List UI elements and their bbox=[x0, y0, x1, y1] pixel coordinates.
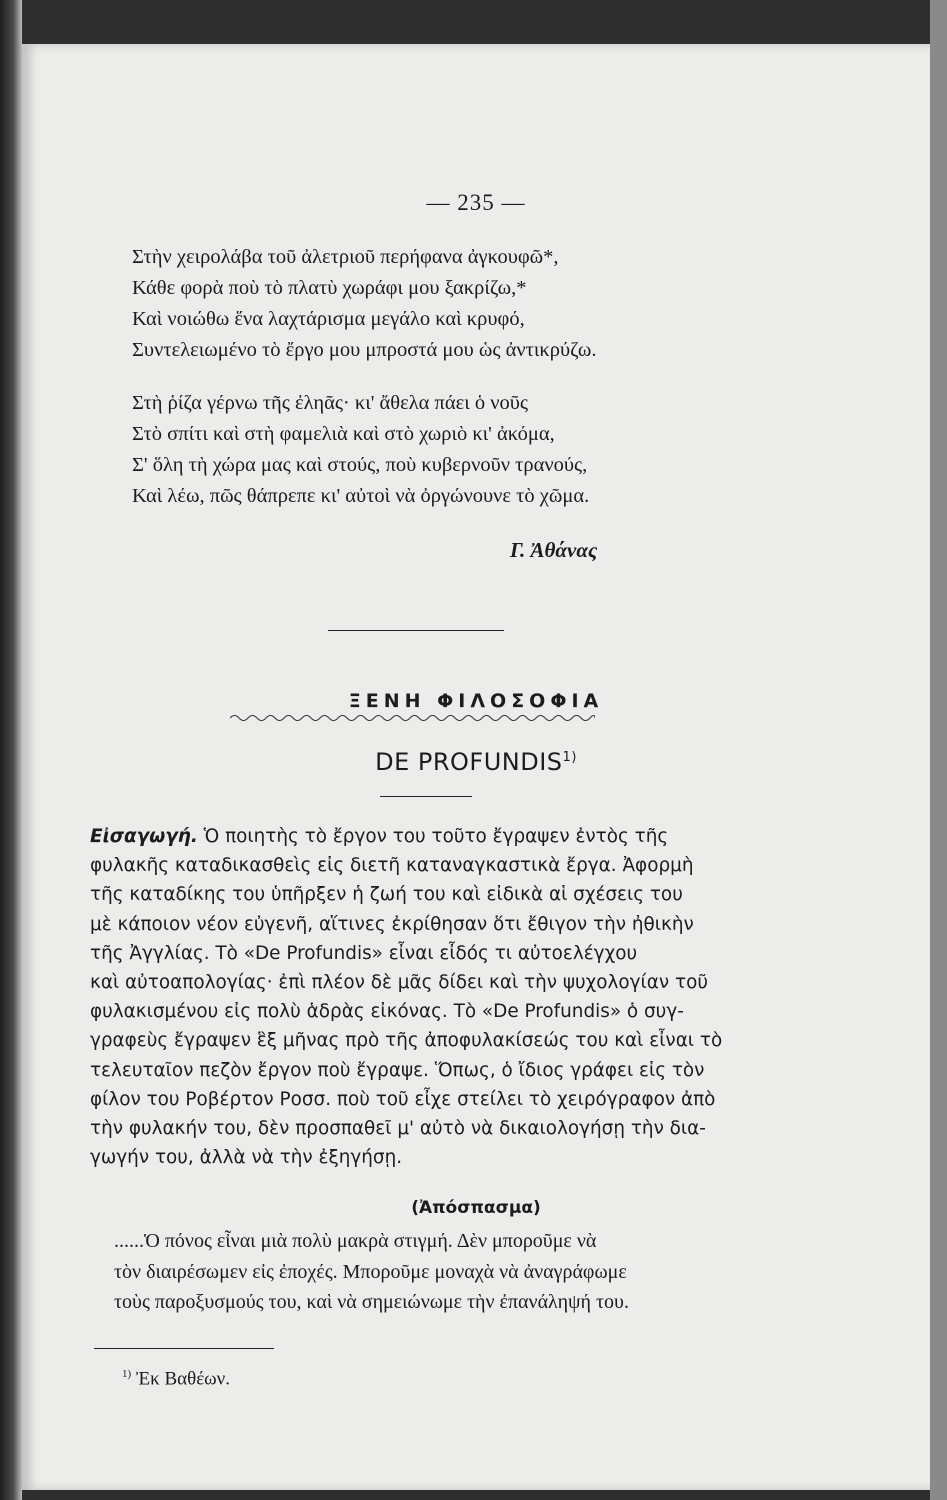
extract-line: τοὺς παροξυσμούς του, καὶ νὰ σημειώνωμε τὴν ἐπανάληψή του. bbox=[114, 1291, 629, 1313]
section-divider bbox=[328, 630, 504, 631]
binding-edge bbox=[0, 0, 22, 1500]
intro-line bbox=[90, 822, 762, 851]
title-footnote-mark: 1) bbox=[562, 750, 577, 765]
verse-line: Στὴν χειρολάβα τοῦ ἀλετριοῦ περήφανα ἀγκουφῶ*, bbox=[132, 246, 559, 268]
intro-label: Εἰσαγωγή. bbox=[90, 826, 198, 847]
intro-line: φυλακισμένου εἰς πολὺ ἁδρὰς εἰκόνας. Τὸ «De Profundis» ὁ συγ- bbox=[90, 1001, 684, 1023]
stanza bbox=[132, 242, 772, 366]
title-divider bbox=[380, 796, 472, 797]
verse-line: Κάθε φορὰ ποὺ τὸ πλατὺ χωράφι μου ξακρίζω,* bbox=[132, 277, 527, 299]
verse-line: Σ' ὅλη τὴ χώρα μας καὶ στούς, ποὺ κυβερνοῦν τρανούς, bbox=[132, 454, 588, 476]
footnote bbox=[122, 1368, 522, 1390]
verse-line: Στὴ ῥίζα γέρνω τῆς ἐληᾶς· κι' ἄθελα πάει ὁ νοῦς bbox=[132, 392, 529, 414]
wavy-underline bbox=[230, 712, 595, 724]
intro-line: τῆς Ἀγγλίας. Τὸ «De Profundis» εἶναι εἶδός τι αὐτοελέγχου bbox=[90, 942, 638, 964]
article-title-text: DE PROFUNDIS bbox=[375, 748, 563, 776]
extract-paragraph bbox=[114, 1226, 764, 1318]
intro-line: φυλακῆς καταδικασθεὶς εἰς διετῆ καταναγκαστικὰ ἔργα. Ἀφορμὴ bbox=[90, 855, 694, 877]
intro-line: γωγήν του, ἀλλὰ νὰ τὴν ἐξηγήσῃ. bbox=[90, 1147, 403, 1169]
footnote-text: Ἐκ Βαθέων. bbox=[135, 1368, 231, 1390]
stanza bbox=[132, 388, 772, 512]
footnote-mark: 1) bbox=[122, 1368, 132, 1380]
section-heading: ΞΕΝΗ ΦΙΛΟΣΟΦΙΑ bbox=[348, 690, 604, 712]
article-title bbox=[22, 748, 930, 776]
intro-first-line: Ὁ ποιητὴς τὸ ἔργον του τοῦτο ἔγραψεν ἐντὸς τῆς bbox=[197, 826, 669, 847]
introduction-paragraph bbox=[90, 822, 762, 1172]
intro-line: φίλον του Ροβέρτον Ροσσ. ποὺ τοῦ εἶχε στείλει τὸ χειρόγραφον ἀπὸ bbox=[90, 1088, 716, 1110]
page bbox=[22, 44, 930, 1490]
verse-line: Καὶ νοιώθω ἕνα λαχτάρισμα μεγάλο καὶ κρυφό, bbox=[132, 308, 525, 330]
footnote-divider bbox=[94, 1348, 274, 1349]
intro-line: καὶ αὐτοαπολογίας· ἐπὶ πλέον δὲ μᾶς δίδει καὶ τὴν ψυχολογίαν τοῦ bbox=[90, 972, 708, 994]
intro-line: τελευταῖον πεζὸν ἔργον ποὺ ἔγραψε. Ὅπως, ὁ ἴδιος γράφει εἰς τὸν bbox=[90, 1059, 705, 1081]
scan-border bbox=[930, 0, 947, 1500]
verse-line: Καὶ λέω, πῶς θάπρεπε κι' αὐτοὶ νὰ ὀργώνουνε τὸ χῶμα. bbox=[132, 485, 590, 507]
intro-line: μὲ κάποιον νέον εὐγενῆ, αἵτινες ἐκρίθησαν ὅτι ἔθιγον τὴν ἠθικὴν bbox=[90, 913, 694, 935]
intro-line: γραφεὺς ἔγραψεν ἓξ μῆνας πρὸ τῆς ἀποφυλακίσεώς του καὶ εἶναι τὸ bbox=[90, 1030, 723, 1052]
intro-line: τὴν φυλακήν του, δὲν προσπαθεῖ μ' αὐτὸ νὰ δικαιολογήσῃ τὴν δια- bbox=[90, 1118, 706, 1140]
extract-line: τὸν διαιρέσωμεν εἰς ἐποχές. Μποροῦμε μοναχὰ νὰ ἀναγράφωμε bbox=[114, 1260, 627, 1283]
page-number: — 235 — bbox=[426, 190, 526, 215]
extract-label: (Ἀπόσπασμα) bbox=[411, 1198, 541, 1218]
verse-line: Στὸ σπίτι καὶ στὴ φαμελιὰ καὶ στὸ χωριὸ κι' ἀκόμα, bbox=[132, 423, 555, 445]
verse-line: Συντελειωμένο τὸ ἔργο μου μπροστά μου ὡς ἀντικρύζω. bbox=[132, 339, 597, 361]
poem-signature: Γ. Ἀθάνας bbox=[510, 538, 598, 562]
poem bbox=[132, 242, 772, 534]
intro-line: τῆς καταδίκης του ὑπῆρξεν ἡ ζωή του καὶ εἰδικὰ αἱ σχέσεις του bbox=[90, 884, 683, 906]
extract-line: ......Ὁ πόνος εἶναι μιὰ πολὺ μακρὰ στιγμή. Δὲν μποροῦμε νὰ bbox=[114, 1230, 597, 1252]
